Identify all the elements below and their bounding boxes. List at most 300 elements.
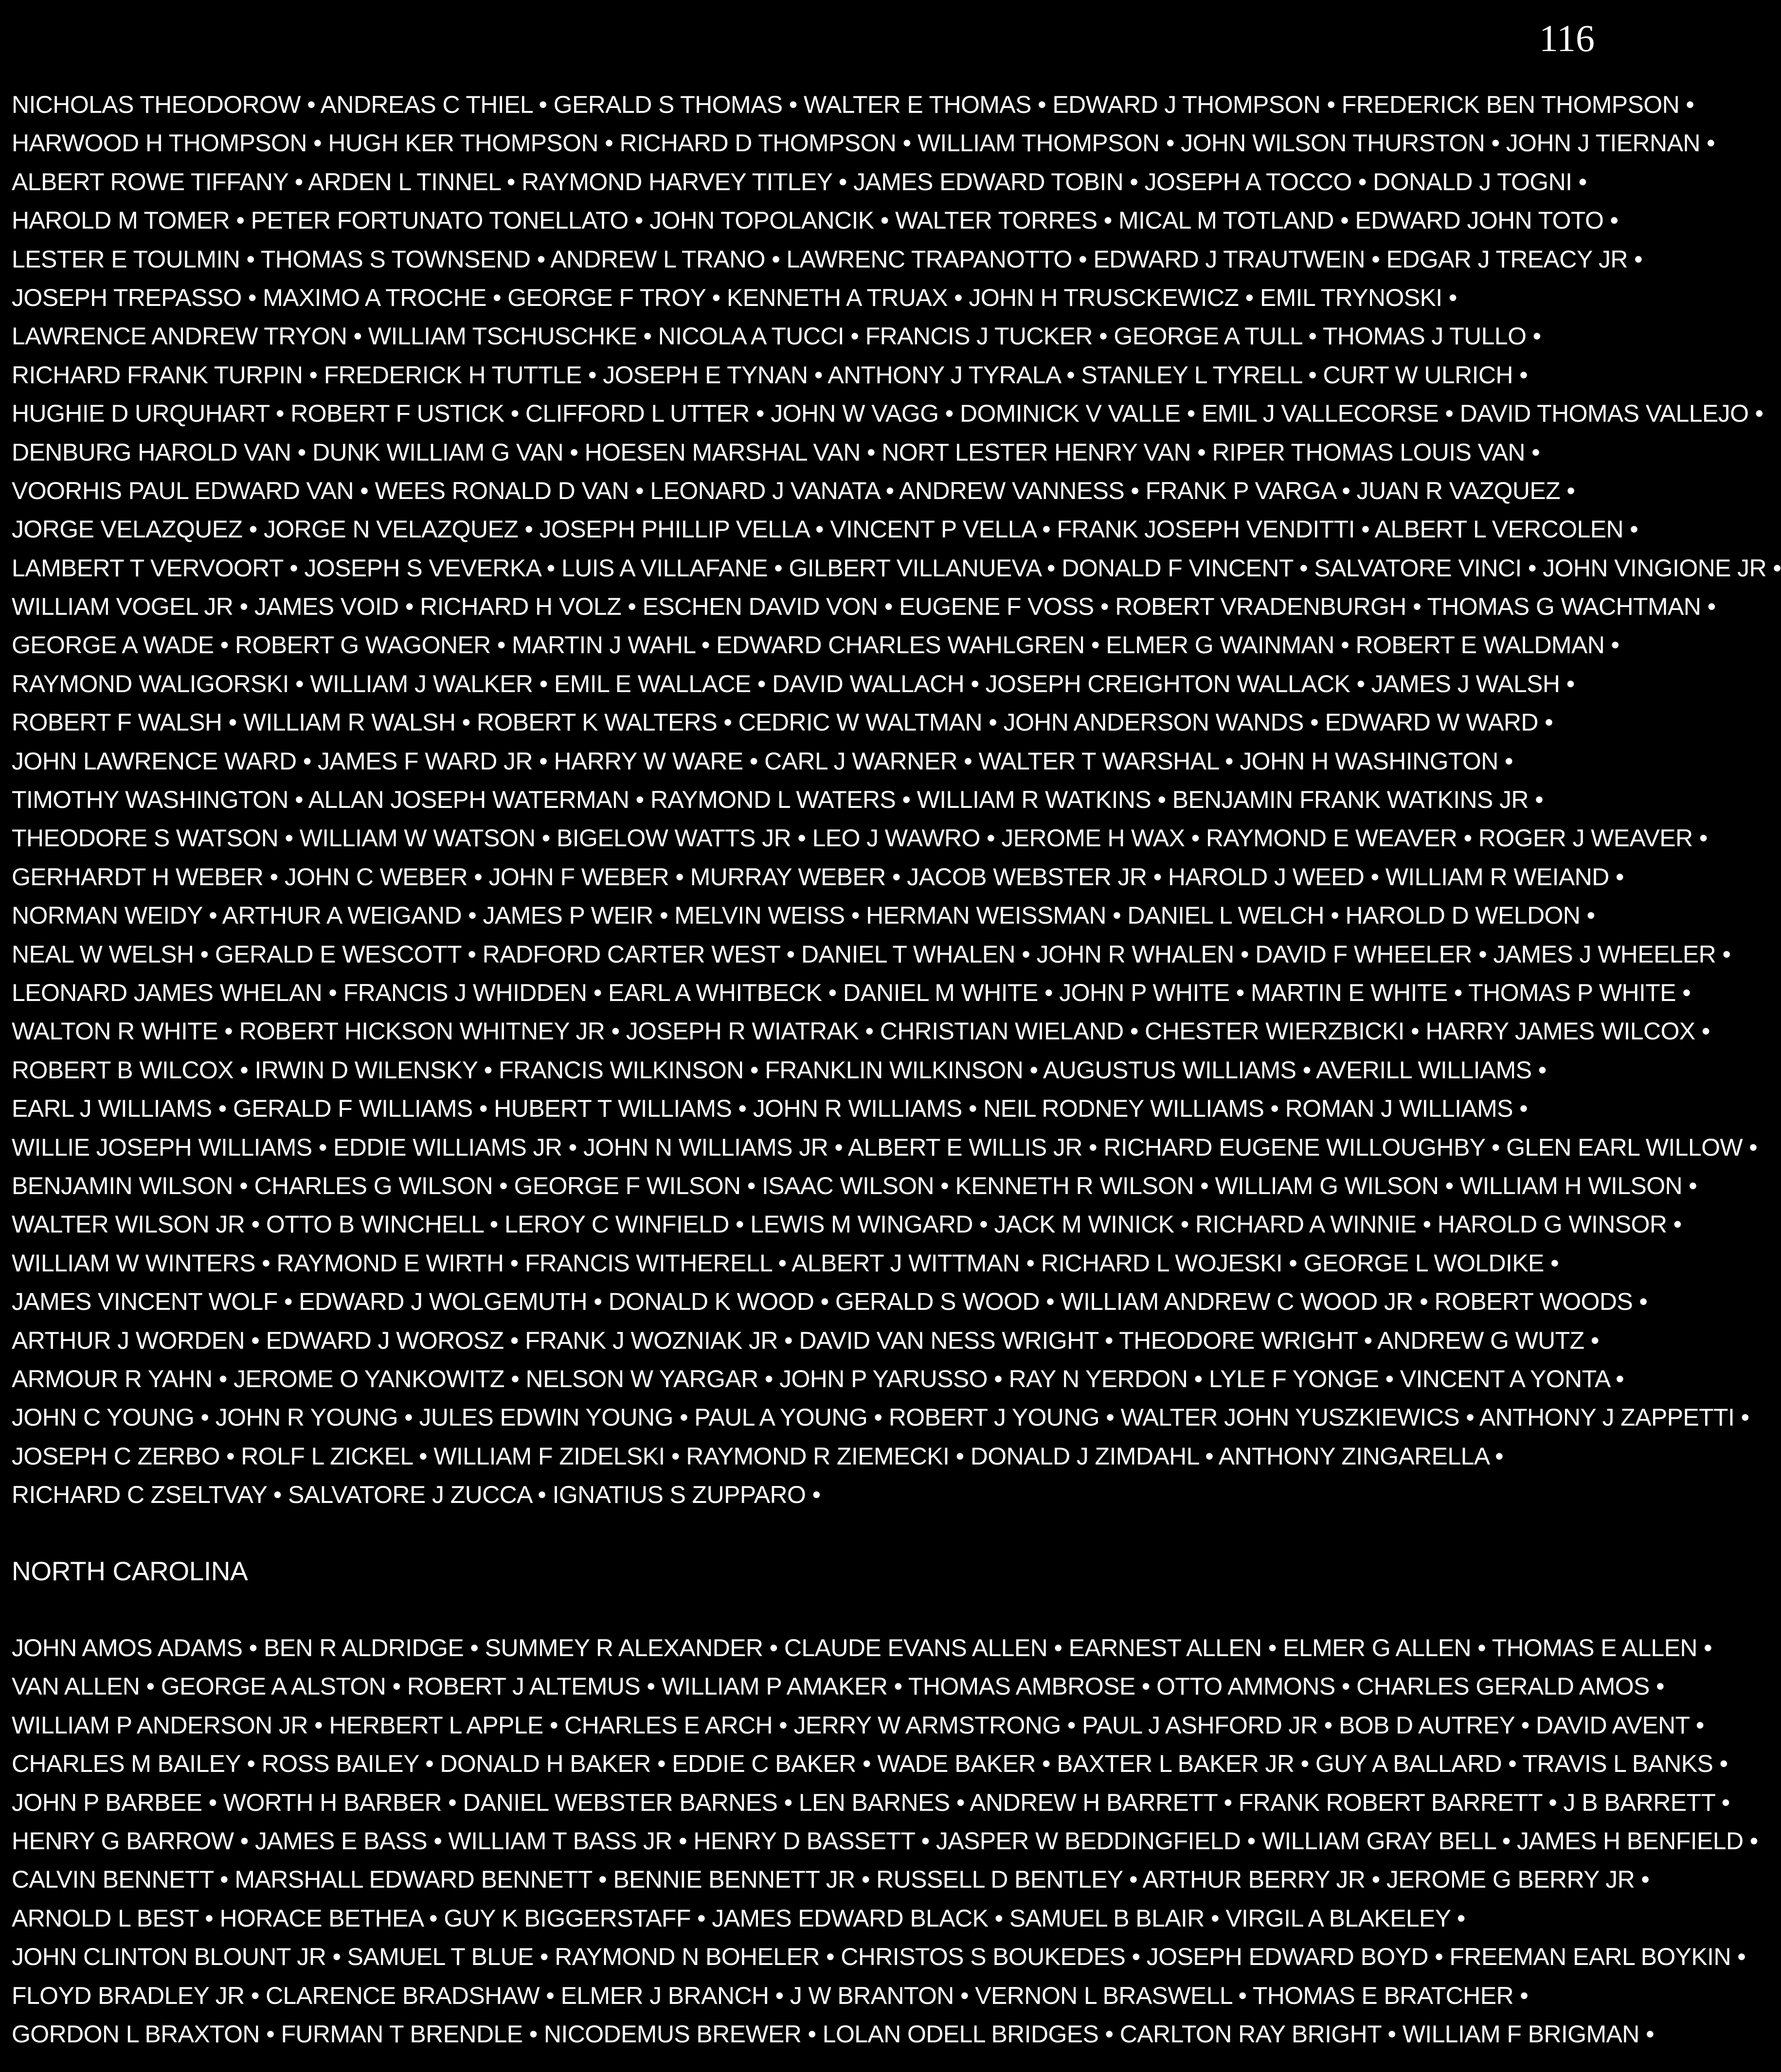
- name-entry: GERALD S THOMAS: [553, 91, 783, 118]
- name-entry: JOSEPH TREPASSO: [12, 284, 242, 311]
- name-entry: BENJAMIN WILSON: [12, 1172, 233, 1199]
- name-line: [12, 1283, 1648, 1321]
- name-entry: CHRISTOS S BOUKEDES: [841, 1943, 1126, 1971]
- separator-dot: •: [1197, 438, 1206, 466]
- name-line: [12, 1128, 1758, 1167]
- name-entry: RAYMOND E WEAVER: [1205, 824, 1457, 852]
- separator-dot: •: [1611, 631, 1619, 659]
- separator-dot: •: [834, 1133, 843, 1161]
- name-entry: JOHN F WEBER: [488, 863, 669, 891]
- separator-dot: •: [246, 245, 255, 273]
- separator-dot: •: [1695, 1711, 1704, 1739]
- separator-dot: •: [1132, 1943, 1140, 1971]
- name-entry: FREDERICK H TUTTLE: [324, 361, 582, 389]
- name-entry: JAMES VINCENT WOLF: [12, 1288, 278, 1316]
- name-entry: GEORGE A TULL: [1114, 322, 1302, 350]
- separator-dot: •: [539, 91, 547, 118]
- separator-dot: •: [273, 1481, 282, 1509]
- name-entry: TIMOTHY WASHINGTON: [12, 786, 288, 814]
- name-entry: DONALD F VINCENT: [1061, 554, 1293, 582]
- name-entry: RAYMOND R ZIEMECKI: [686, 1442, 950, 1470]
- name-line: [12, 124, 1715, 162]
- separator-dot: •: [1211, 1904, 1220, 1932]
- name-entry: ANTHONY J TYRALA: [828, 361, 1060, 389]
- name-entry: ARDEN L TINNEL: [308, 168, 501, 196]
- name-entry: J W BRANTON: [790, 1982, 954, 2009]
- name-line: [12, 935, 1731, 974]
- separator-dot: •: [1022, 940, 1030, 968]
- separator-dot: •: [249, 516, 257, 543]
- name-entry: ARNOLD L BEST: [12, 1904, 198, 1932]
- name-entry: JOHN P YARUSSO: [779, 1365, 988, 1393]
- separator-dot: •: [1701, 1018, 1710, 1045]
- separator-dot: •: [295, 670, 304, 697]
- name-entry: GUY A BALLARD: [1315, 1750, 1502, 1778]
- name-entry: BENNIE BENNETT JR: [613, 1866, 855, 1893]
- separator-dot: •: [1225, 747, 1233, 775]
- separator-dot: •: [1478, 940, 1487, 968]
- name-entry: MAXIMO A TROCHE: [263, 284, 486, 311]
- name-entry: WILLIAM R WATKINS: [917, 786, 1151, 814]
- name-line: [12, 1437, 1595, 1476]
- name-entry: LEONARD JAMES WHELAN: [12, 979, 323, 1006]
- name-entry: MELVIN WEISS: [674, 902, 845, 929]
- name-entry: DONALD H BAKER: [440, 1750, 651, 1778]
- separator-dot: •: [1113, 902, 1121, 929]
- name-entry: EDDIE C BAKER: [672, 1750, 856, 1778]
- separator-dot: •: [318, 1133, 327, 1161]
- name-entry: JOHN VINGIONE JR: [1543, 554, 1767, 582]
- name-entry: ROBERT E WALDMAN: [1355, 631, 1605, 659]
- separator-dot: •: [405, 593, 414, 621]
- separator-dot: •: [1535, 786, 1544, 814]
- name-entry: ANTHONY J ZAPPETTI: [1479, 1404, 1735, 1431]
- name-entry: JOHN C WEBER: [284, 863, 468, 891]
- name-entry: JOSEPH S VEVERKA: [304, 554, 540, 582]
- name-line: [12, 974, 1691, 1012]
- name-entry: MURRAY WEBER: [690, 863, 886, 891]
- name-entry: WILLIAM F BRIGMAN: [1402, 2020, 1639, 2048]
- separator-dot: •: [1491, 1133, 1500, 1161]
- separator-dot: •: [1741, 1404, 1749, 1431]
- separator-dot: •: [1656, 1673, 1664, 1700]
- name-entry: GEORGE F TROY: [507, 284, 706, 311]
- name-entry: THOMAS E ALLEN: [1492, 1634, 1697, 1661]
- name-entry: J B BARRETT: [1563, 1788, 1715, 1816]
- separator-dot: •: [1749, 1133, 1758, 1161]
- name-entry: JORGE N VELAZQUEZ: [263, 516, 519, 543]
- separator-dot: •: [956, 1788, 965, 1816]
- separator-dot: •: [1200, 1172, 1209, 1199]
- separator-dot: •: [249, 1634, 257, 1661]
- page-number: 116: [1539, 17, 1595, 59]
- name-entry: LUIS A VILLAFANE: [561, 554, 768, 582]
- separator-dot: •: [1194, 1365, 1203, 1393]
- separator-dot: •: [894, 1673, 902, 1700]
- separator-dot: •: [284, 1288, 292, 1316]
- name-entry: BIGELOW WATTS JR: [557, 824, 792, 852]
- separator-dot: •: [769, 1634, 778, 1661]
- name-line: [12, 1322, 1599, 1360]
- name-entry: DONALD J TOGNI: [1373, 168, 1572, 196]
- separator-dot: •: [297, 438, 306, 466]
- name-entry: SALVATORE VINCI: [1314, 554, 1522, 582]
- name-entry: JOHN H TRUSCKEWICZ: [969, 284, 1239, 311]
- name-entry: ALBERT ROWE TIFFANY: [12, 168, 288, 196]
- name-line: [12, 781, 1595, 819]
- separator-dot: •: [468, 902, 477, 929]
- separator-dot: •: [1238, 1982, 1247, 2009]
- name-entry: NEAL W WELSH: [12, 940, 194, 968]
- separator-dot: •: [675, 863, 684, 891]
- separator-dot: •: [712, 284, 720, 311]
- name-entry: DONALD J ZIMDAHL: [970, 1442, 1199, 1470]
- separator-dot: •: [549, 1711, 558, 1739]
- separator-dot: •: [1046, 1288, 1055, 1316]
- name-line: [12, 1244, 1595, 1283]
- name-line: [12, 433, 1595, 472]
- separator-dot: •: [1387, 2020, 1396, 2048]
- separator-dot: •: [1364, 1326, 1372, 1354]
- name-entry: CARL J WARNER: [764, 747, 957, 775]
- separator-dot: •: [1495, 1442, 1503, 1470]
- separator-dot: •: [779, 1711, 788, 1739]
- name-entry: SAMUEL T BLUE: [347, 1943, 534, 1971]
- name-entry: HARWOOD H THOMPSON: [12, 129, 307, 157]
- name-line: [12, 279, 1595, 317]
- separator-dot: •: [1066, 361, 1075, 389]
- name-entry: JACK M WINICK: [994, 1211, 1174, 1238]
- separator-dot: •: [1719, 1750, 1728, 1778]
- name-entry: EARL A WHITBECK: [608, 979, 822, 1006]
- separator-dot: •: [546, 1982, 555, 2009]
- name-entry: GORDON L BRAXTON: [12, 2020, 260, 2048]
- name-entry: JOHN N WILLIAMS JR: [583, 1133, 828, 1161]
- name-entry: WALTER TORRES: [895, 207, 1097, 234]
- name-entry: DANIEL WEBSTER BARNES: [463, 1788, 778, 1816]
- separator-dot: •: [236, 207, 245, 234]
- name-entry: FRANK ROBERT BARRETT: [1238, 1788, 1542, 1816]
- name-line: [12, 1090, 1595, 1128]
- separator-dot: •: [954, 284, 963, 311]
- name-entry: THOMAS E BRATCHER: [1252, 1982, 1513, 2009]
- name-entry: EMIL J VALLECORSE: [1201, 400, 1439, 428]
- separator-dot: •: [328, 979, 337, 1006]
- name-entry: NICOLA A TUCCI: [658, 322, 845, 350]
- separator-dot: •: [1104, 1326, 1113, 1354]
- name-entry: JAMES EDWARD BLACK: [712, 1904, 989, 1932]
- separator-dot: •: [240, 1827, 249, 1855]
- separator-dot: •: [1448, 284, 1457, 311]
- name-line: [12, 896, 1595, 935]
- separator-dot: •: [971, 670, 979, 697]
- separator-dot: •: [1615, 863, 1624, 891]
- name-entry: JAMES E BASS: [255, 1827, 428, 1855]
- separator-dot: •: [671, 1442, 680, 1470]
- name-entry: FREDERICK BEN THOMPSON: [1341, 91, 1680, 118]
- name-entry: FURMAN T BRENDLE: [281, 2020, 523, 2048]
- name-entry: ESCHEN DAVID VON: [642, 593, 878, 621]
- name-entry: JOHN TOPOLANCIK: [649, 207, 874, 234]
- name-entry: ROGER J WEAVER: [1478, 824, 1693, 852]
- separator-dot: •: [757, 670, 766, 697]
- name-line: [12, 819, 1708, 857]
- name-entry: LYLE F YONGE: [1208, 1365, 1379, 1393]
- name-entry: JOSEPH PHILLIP VELLA: [539, 516, 809, 543]
- separator-dot: •: [1103, 207, 1112, 234]
- name-entry: DAVID F WHEELER: [1255, 940, 1472, 968]
- name-entry: JASPER W BEDDINGFIELD: [935, 1827, 1241, 1855]
- separator-dot: •: [1508, 1750, 1517, 1778]
- name-entry: HAROLD J WEED: [1168, 863, 1365, 891]
- name-entry: JOSEPH E TYNAN: [603, 361, 808, 389]
- name-entry: FRANCIS J WHIDDEN: [343, 979, 587, 1006]
- name-entry: JOHN R YOUNG: [215, 1404, 398, 1431]
- name-entry: JUAN R VAZQUEZ: [1356, 477, 1561, 504]
- separator-dot: •: [1180, 1211, 1189, 1238]
- separator-dot: •: [701, 631, 710, 659]
- separator-dot: •: [1641, 1866, 1650, 1893]
- name-entry: LEROY C WINFIELD: [504, 1211, 729, 1238]
- separator-dot: •: [635, 477, 644, 504]
- name-entry: ROBERT K WALTERS: [476, 709, 718, 736]
- name-entry: WADE BAKER: [877, 1750, 1036, 1778]
- separator-dot: •: [634, 207, 643, 234]
- name-entry: WILLIAM W WATSON: [299, 824, 536, 852]
- name-entry: CARLTON RAY BRIGHT: [1119, 2020, 1382, 2048]
- separator-dot: •: [1505, 747, 1513, 775]
- separator-dot: •: [1445, 1172, 1454, 1199]
- separator-dot: •: [605, 129, 613, 157]
- name-line: [12, 626, 1619, 664]
- separator-dot: •: [205, 1904, 214, 1932]
- separator-dot: •: [1519, 1095, 1528, 1123]
- separator-dot: •: [1371, 245, 1380, 273]
- separator-dot: •: [680, 1404, 688, 1431]
- state-heading: NORTH CAROLINA: [12, 1556, 248, 1586]
- separator-dot: •: [200, 1404, 209, 1431]
- name-line: [12, 1822, 1758, 1860]
- name-entry: RAYMOND E WIRTH: [276, 1249, 504, 1277]
- name-entry: OTTO B WINCHELL: [266, 1211, 484, 1238]
- separator-dot: •: [989, 709, 997, 736]
- name-line: [12, 1938, 1746, 1976]
- separator-dot: •: [484, 1056, 492, 1084]
- name-line: [12, 1706, 1704, 1745]
- separator-dot: •: [588, 361, 596, 389]
- name-entry: DAVID AVENT: [1535, 1711, 1690, 1739]
- separator-dot: •: [861, 1866, 870, 1893]
- separator-dot: •: [778, 1249, 787, 1277]
- separator-dot: •: [1358, 168, 1367, 196]
- name-entry: WILLIAM P AMAKER: [661, 1673, 888, 1700]
- name-entry: LESTER E TOULMIN: [12, 245, 240, 273]
- separator-dot: •: [1502, 1827, 1511, 1855]
- name-entry: STANLEY L TYRELL: [1081, 361, 1302, 389]
- name-entry: LEWIS M WINGARD: [750, 1211, 973, 1238]
- name-entry: WALTER E THOMAS: [803, 91, 1031, 118]
- name-entry: THOMAS G WACHTMAN: [1427, 593, 1701, 621]
- separator-dot: •: [1308, 322, 1317, 350]
- name-entry: JOHN R WHALEN: [1036, 940, 1234, 968]
- name-entry: ALBERT E WILLIS JR: [847, 1133, 1082, 1161]
- name-entry: WILLIAM P ANDERSON JR: [12, 1711, 308, 1739]
- separator-dot: •: [750, 1056, 758, 1084]
- separator-dot: •: [1341, 631, 1349, 659]
- separator-dot: •: [1566, 477, 1575, 504]
- separator-dot: •: [994, 1904, 1003, 1932]
- separator-dot: •: [220, 1866, 229, 1893]
- name-line: [12, 665, 1595, 703]
- separator-dot: •: [1411, 1018, 1420, 1045]
- name-line: [12, 1398, 1749, 1437]
- name-entry: EARNEST ALLEN: [1068, 1634, 1262, 1661]
- name-entry: THOMAS J TULLO: [1322, 322, 1527, 350]
- separator-dot: •: [240, 1056, 249, 1084]
- separator-dot: •: [945, 400, 953, 428]
- separator-dot: •: [1299, 554, 1308, 582]
- name-entry: JAMES F WARD JR: [318, 747, 533, 775]
- separator-dot: •: [784, 1326, 793, 1354]
- separator-dot: •: [489, 1211, 498, 1238]
- name-entry: HUBERT T WILLIAMS: [494, 1095, 732, 1123]
- name-entry: LEO J WAWRO: [812, 824, 980, 852]
- name-entry: LOLAN ODELL BRIDGES: [822, 2020, 1099, 2048]
- separator-dot: •: [1689, 1172, 1697, 1199]
- name-entry: RICHARD FRANK TURPIN: [12, 361, 303, 389]
- separator-dot: •: [1722, 940, 1731, 968]
- separator-dot: •: [892, 863, 900, 891]
- name-entry: ALBERT J WITTMAN: [792, 1249, 1020, 1277]
- name-entry: JOSEPH R WIATRAK: [626, 1018, 859, 1045]
- separator-dot: •: [1091, 631, 1099, 659]
- separator-dot: •: [1545, 709, 1553, 736]
- name-entry: EDDIE WILLIAMS JR: [333, 1133, 562, 1161]
- name-entry: NEIL RODNEY WILLIAMS: [983, 1095, 1264, 1123]
- separator-dot: •: [1466, 1404, 1475, 1431]
- separator-dot: •: [1435, 1943, 1443, 1971]
- name-line: [12, 1977, 1595, 2015]
- name-entry: JEROME G BERRY JR: [1386, 1866, 1635, 1893]
- name-line: [12, 1476, 1595, 1514]
- name-line: [12, 240, 1643, 279]
- name-entry: NELSON W YARGAR: [525, 1365, 758, 1393]
- name-entry: CLAUDE EVANS ALLEN: [784, 1634, 1048, 1661]
- separator-dot: •: [1634, 245, 1643, 273]
- name-entry: PETER FORTUNATO TONELLATO: [251, 207, 629, 234]
- name-entry: BAXTER L BAKER JR: [1057, 1750, 1295, 1778]
- separator-dot: •: [628, 593, 636, 621]
- separator-dot: •: [200, 940, 209, 968]
- separator-dot: •: [1477, 1634, 1486, 1661]
- name-entry: WILLIAM VOGEL JR: [12, 593, 234, 621]
- separator-dot: •: [598, 1866, 607, 1893]
- separator-dot: •: [774, 554, 783, 582]
- separator-dot: •: [1236, 979, 1244, 1006]
- separator-dot: •: [332, 1943, 341, 1971]
- separator-dot: •: [1131, 477, 1139, 504]
- name-entry: PAUL A YOUNG: [694, 1404, 868, 1431]
- name-entry: CHARLES E ARCH: [564, 1711, 773, 1739]
- separator-dot: •: [1686, 91, 1694, 118]
- separator-dot: •: [955, 1442, 964, 1470]
- separator-dot: •: [772, 245, 780, 273]
- separator-dot: •: [1029, 1056, 1038, 1084]
- separator-dot: •: [820, 1288, 829, 1316]
- separator-dot: •: [404, 1404, 413, 1431]
- separator-dot: •: [294, 168, 303, 196]
- name-line: [12, 394, 1763, 433]
- separator-dot: •: [307, 91, 316, 118]
- name-entry: RAYMOND HARVEY TITLEY: [522, 168, 832, 196]
- name-line: [12, 1205, 1682, 1244]
- separator-dot: •: [468, 940, 476, 968]
- separator-dot: •: [838, 168, 847, 196]
- separator-dot: •: [679, 1827, 687, 1855]
- separator-dot: •: [1721, 1788, 1730, 1816]
- separator-dot: •: [884, 593, 893, 621]
- name-entry: GILBERT VILLANUEVA: [789, 554, 1041, 582]
- separator-dot: •: [1099, 322, 1108, 350]
- separator-dot: •: [251, 1211, 260, 1238]
- separator-dot: •: [313, 129, 322, 157]
- name-entry: EDGAR J TREACY JR: [1386, 245, 1628, 273]
- separator-dot: •: [1130, 1018, 1138, 1045]
- separator-dot: •: [826, 1943, 834, 1971]
- separator-dot: •: [789, 91, 797, 118]
- name-entry: GUY K BIGGERSTAFF: [444, 1904, 691, 1932]
- separator-dot: •: [828, 979, 837, 1006]
- name-entry: GLEN EARL WILLOW: [1506, 1133, 1743, 1161]
- separator-dot: •: [1491, 129, 1500, 157]
- name-entry: VOORHIS PAUL EDWARD VAN: [12, 477, 354, 504]
- name-entry: DOMINICK V VALLE: [959, 400, 1181, 428]
- name-entry: HOESEN MARSHAL VAN: [584, 438, 861, 466]
- name-entry: ANDREW VANNESS: [899, 477, 1125, 504]
- name-entry: ROBERT HICKSON WHITNEY JR: [239, 1018, 605, 1045]
- name-entry: HAROLD G WINSOR: [1437, 1211, 1667, 1238]
- separator-dot: •: [568, 1133, 577, 1161]
- name-entry: CALVIN BENNETT: [12, 1866, 214, 1893]
- name-entry: EDWARD CHARLES WAHLGREN: [716, 631, 1085, 659]
- separator-dot: •: [353, 322, 362, 350]
- name-entry: ROBERT F USTICK: [290, 400, 504, 428]
- separator-dot: •: [1153, 863, 1162, 891]
- separator-dot: •: [784, 1788, 792, 1816]
- name-entry: NORT LESTER HENRY VAN: [882, 438, 1191, 466]
- separator-dot: •: [1566, 670, 1575, 697]
- name-entry: WILLIE JOSEPH WILLIAMS: [12, 1133, 312, 1161]
- name-entry: WILLIAM F ZIDELSKI: [433, 1442, 665, 1470]
- name-line: [12, 588, 1716, 626]
- name-entry: RICHARD C ZSELTVAY: [12, 1481, 267, 1509]
- name-entry: WILLIAM W WINTERS: [12, 1249, 255, 1277]
- separator-dot: •: [736, 1211, 744, 1238]
- name-entry: FRANCIS J TUCKER: [865, 322, 1093, 350]
- separator-dot: •: [850, 322, 859, 350]
- separator-dot: •: [1445, 400, 1454, 428]
- name-line: [12, 742, 1595, 781]
- separator-dot: •: [1707, 593, 1716, 621]
- separator-dot: •: [1737, 1943, 1746, 1971]
- separator-dot: •: [295, 786, 304, 814]
- separator-dot: •: [1241, 940, 1249, 968]
- name-entry: ROMAN J WILLIAMS: [1285, 1095, 1513, 1123]
- separator-dot: •: [470, 1634, 479, 1661]
- name-entry: DUNK WILLIAM G VAN: [312, 438, 564, 466]
- separator-dot: •: [940, 1172, 949, 1199]
- name-line: [12, 472, 1595, 510]
